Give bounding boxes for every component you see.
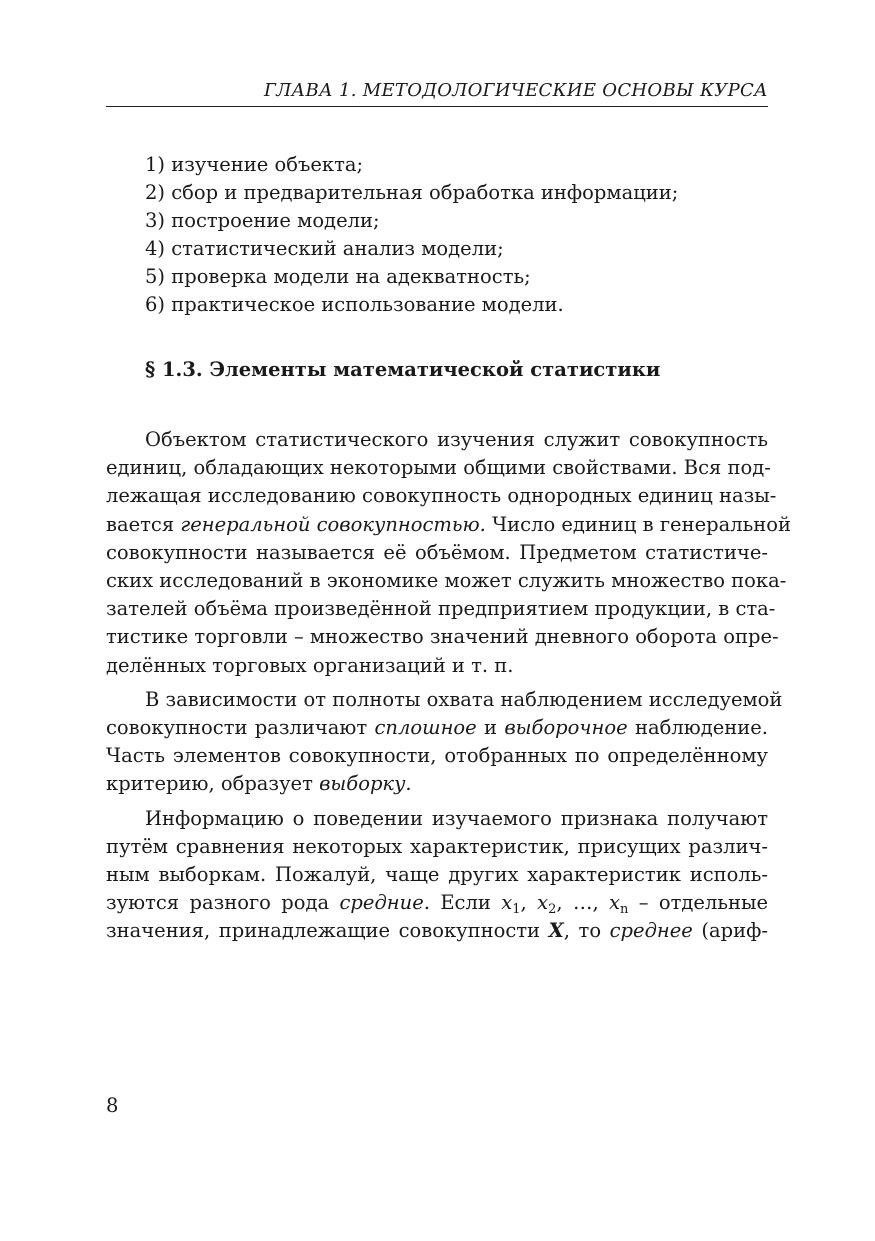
text-line: зателей объёма произведённой предприятием продукции, в ста- — [106, 597, 776, 621]
math-set-x: X — [548, 919, 564, 943]
term-average: среднее — [609, 919, 693, 943]
text-span: наблюдение. — [627, 716, 768, 740]
math-xn — [609, 891, 629, 918]
text-span: совокупности различают — [106, 716, 375, 740]
list-item: 1) изучение объекта; — [145, 153, 364, 176]
math-x2 — [537, 891, 557, 918]
text-span: – отдельные — [628, 891, 769, 915]
text-line: единиц, обладающих некоторыми общими свойствами. Вся под- — [106, 456, 771, 480]
paragraph-2 — [106, 686, 783, 799]
term-means: средние. — [339, 891, 430, 915]
text-span: критерию, образует — [106, 772, 320, 796]
text-line: ских исследований в экономике может служить множество пока- — [106, 569, 787, 593]
text-line: Часть элементов совокупности, отобранных по определённому — [106, 744, 768, 768]
list-item: 4) статистический анализ модели; — [145, 237, 504, 260]
math-var: x — [609, 891, 621, 915]
term-sample-observation: выборочное — [504, 716, 628, 740]
list-item: 6) практическое использование модели. — [145, 293, 564, 316]
text-line: тистике торговли – множество значений дневного оборота опре- — [106, 625, 779, 649]
section-title: § 1.3. Элементы математической статистики — [145, 358, 661, 381]
text-line: делённых торговых организаций и т. п. — [106, 653, 514, 677]
text-span: вается — [106, 512, 181, 536]
header-rule — [106, 106, 768, 107]
text-span: , — [520, 891, 538, 915]
math-subscript: n — [620, 902, 629, 918]
text-span: зуются разного рода — [106, 891, 340, 915]
running-head: ГЛАВА 1. МЕТОДОЛОГИЧЕСКИЕ ОСНОВЫ КУРСА — [264, 80, 768, 101]
text-line: путём сравнения некоторых характеристик, присущих различ- — [106, 834, 768, 858]
text-line — [106, 714, 768, 742]
text-line — [106, 889, 768, 917]
term-general-population: генеральной совокупностью. — [180, 512, 486, 536]
text-line: В зависимости от полноты охвата наблюдением исследуемой — [145, 687, 783, 711]
text-span: , …, — [556, 891, 610, 915]
list-item: 2) сбор и предварительная обработка информации; — [145, 181, 679, 204]
term-sample: выборку. — [319, 772, 412, 796]
text-span: Число единиц в генеральной — [485, 512, 791, 536]
math-var: x — [501, 891, 513, 915]
text-span: значения, принадлежащие совокупности — [106, 919, 549, 943]
text-line: совокупности называется её объёмом. Предметом статистиче- — [106, 540, 768, 564]
text-line: Объектом статистического изучения служит совокупность — [145, 428, 768, 451]
term-continuous: сплошное — [374, 716, 477, 740]
list-item: 3) построение модели; — [145, 209, 380, 232]
text-line: лежащая исследованию совокупность однородных единиц назы- — [106, 484, 777, 508]
text-line — [106, 917, 768, 945]
text-span: и — [476, 716, 505, 740]
list-item: 5) проверка модели на адекватность; — [145, 265, 531, 288]
text-line: Информацию о поведении изучаемого признака получают — [145, 806, 768, 830]
paragraph-1 — [106, 426, 791, 680]
text-span: (ариф- — [692, 919, 768, 943]
math-x1 — [501, 891, 521, 918]
body-text — [106, 426, 791, 946]
text-span: Если — [429, 891, 502, 915]
text-line — [106, 770, 768, 798]
text-line — [106, 511, 791, 539]
text-line: ным выборкам. Пожалуй, чаще других характеристик исполь- — [106, 863, 768, 887]
math-subscript: 1 — [512, 902, 521, 918]
steps-list — [145, 151, 678, 319]
math-subscript: 2 — [548, 902, 557, 918]
text-span: , то — [563, 919, 610, 943]
paragraph-3 — [106, 805, 768, 946]
page-number: 8 — [106, 1094, 119, 1117]
math-var: x — [537, 891, 549, 915]
